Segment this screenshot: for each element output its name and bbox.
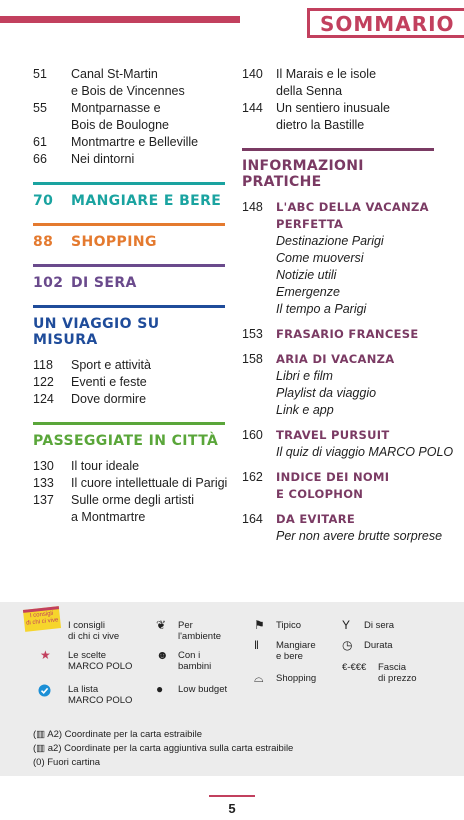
toc-entry[interactable] — [242, 100, 434, 134]
page-ref: 102 — [33, 275, 64, 291]
legend-label: Per — [178, 620, 193, 631]
sticker-text: di chi ci vive — [25, 617, 59, 627]
entry-title: a Montmartre — [71, 510, 146, 524]
legend-label: Tipico — [276, 620, 301, 631]
coordinates-line: (▥ A2) Coordinate per la carta estraibile — [33, 729, 202, 740]
entry-subtitle: Per non avere brutte sorprese — [276, 529, 443, 543]
info-entries — [242, 199, 454, 545]
page-ref: 162 — [242, 470, 263, 484]
toc-entry[interactable] — [242, 199, 434, 318]
coordinates-line: (▥ a2) Coordinate per la carta aggiuntiva sulla carta estraibile — [33, 743, 294, 754]
section-divider — [242, 148, 434, 151]
toc-entry[interactable] — [33, 100, 225, 134]
legend-item-shopping — [254, 673, 316, 684]
legend-label: Low budget — [178, 684, 228, 695]
legend-label: di chi ci vive — [68, 631, 120, 642]
section-divider — [33, 182, 225, 185]
leaf-icon: ❦ — [156, 618, 167, 632]
legend-label: I consigli — [68, 620, 105, 631]
legend-label: l'ambiente — [178, 631, 222, 642]
entry-heading: FRASARIO FRANCESE — [276, 327, 419, 341]
clock-icon: ◷ — [342, 638, 353, 652]
legend-label: MARCO POLO — [68, 661, 133, 672]
entry-title: Sulle orme degli artisti — [71, 493, 194, 507]
toc-entry[interactable] — [242, 351, 434, 419]
toc-entry[interactable] — [33, 391, 225, 408]
toc-entry[interactable] — [242, 469, 434, 503]
legend-item-durata — [342, 640, 393, 651]
toc-entry[interactable] — [33, 134, 225, 151]
section-shopping[interactable] — [33, 234, 225, 250]
section-mangiare[interactable] — [33, 193, 225, 209]
cutlery-icon: ǁ — [254, 638, 259, 652]
legend-label: Le scelte — [68, 650, 107, 661]
page-ref: 130 — [33, 459, 54, 473]
page-ref: 55 — [33, 101, 47, 115]
entry-title: Il tour ideale — [71, 459, 140, 473]
legend-label: La lista — [68, 684, 99, 695]
viaggio-entries — [33, 357, 225, 408]
legend-item-lista — [38, 684, 132, 706]
page-ref: 70 — [33, 193, 54, 209]
page-ref: 133 — [33, 476, 54, 490]
legend-item-scelte — [40, 650, 132, 672]
entry-title: della Senna — [276, 84, 343, 98]
entry-subtitle: Il quiz di viaggio MARCO POLO — [276, 445, 454, 459]
legend-label: MARCO POLO — [68, 695, 133, 706]
page-ref: 88 — [33, 234, 54, 250]
entry-title: Sport e attività — [71, 358, 151, 372]
section-divider — [33, 422, 225, 425]
entry-heading: DA EVITARE — [276, 512, 356, 526]
insider-tip-sticker — [23, 606, 61, 632]
toc-entry[interactable] — [33, 66, 225, 100]
toc-entry[interactable] — [242, 66, 434, 100]
page-ref: 137 — [33, 493, 54, 507]
toc-left-column — [33, 66, 228, 526]
page-ref: 118 — [33, 358, 53, 372]
entry-subtitle: Playlist da viaggio — [276, 386, 377, 400]
toc-entry[interactable] — [33, 374, 225, 391]
entry-heading: INDICE DEI NOMI — [276, 470, 390, 484]
entry-subtitle: Link e app — [276, 403, 334, 417]
legend-item-tipico — [254, 620, 301, 631]
legend-label: Shopping — [276, 673, 317, 684]
entry-subtitle: Destinazione Parigi — [276, 234, 384, 248]
header-band — [0, 16, 240, 23]
entry-title: Canal St-Martin — [71, 67, 158, 81]
page-ref: 66 — [33, 152, 47, 166]
entry-heading: E COLOPHON — [276, 487, 364, 501]
page-ref: 153 — [242, 327, 263, 341]
children-icon: ☻ — [156, 648, 169, 662]
page-ref: 144 — [242, 101, 263, 115]
page-title-box — [307, 8, 464, 38]
legend-item-mangiare — [254, 640, 316, 662]
entry-title: Nei dintorni — [71, 152, 135, 166]
legend-item-budget — [156, 684, 227, 695]
toc-entry[interactable] — [33, 151, 225, 168]
entry-heading: ARIA DI VACANZA — [276, 352, 395, 366]
legend-item-bambini — [156, 650, 211, 672]
section-viaggio-title[interactable]: UN VIAGGIO SU MISURA — [33, 316, 160, 348]
page-ref: 51 — [33, 67, 47, 81]
entry-title: Bois de Boulogne — [71, 118, 169, 132]
sticker-text: I consigli — [29, 610, 54, 620]
map-coordinates-legend — [33, 728, 293, 770]
page-ref: 148 — [242, 200, 263, 214]
coordinates-line: (0) Fuori cartina — [33, 757, 101, 768]
legend-label: Durata — [364, 640, 393, 651]
page-number: 5 — [228, 801, 236, 816]
legend-label: Mangiare — [276, 640, 316, 651]
toc-entry[interactable] — [33, 492, 225, 526]
legend-label: e bere — [276, 651, 303, 662]
section-passeggiate-title[interactable]: PASSEGGIATE IN CITTÀ — [33, 433, 219, 449]
page-ref: 122 — [33, 375, 54, 389]
entry-heading: TRAVEL PURSUIT — [276, 428, 390, 442]
section-title: MANGIARE E BERE — [71, 193, 222, 209]
flag-icon: ⚑ — [254, 618, 265, 632]
section-divider — [33, 264, 225, 267]
entry-subtitle: Notizie utili — [276, 268, 337, 282]
entry-subtitle: Il tempo a Parigi — [276, 302, 367, 316]
entry-subtitle: Libri e film — [276, 369, 333, 383]
page-ref: 124 — [33, 392, 54, 406]
section-title: DI SERA — [71, 275, 137, 291]
entry-title: Montparnasse e — [71, 101, 161, 115]
page-ref: 140 — [242, 67, 263, 81]
entry-title: Montmartre e Belleville — [71, 135, 199, 149]
page-ref: 158 — [242, 352, 263, 366]
section-divider — [33, 223, 225, 226]
toc-entry[interactable] — [242, 326, 434, 343]
entry-title: Il Marais e le isole — [276, 67, 377, 81]
toc-entry[interactable] — [242, 427, 454, 461]
legend-label: Con i — [178, 650, 201, 661]
entry-heading: L'ABC DELLA VACANZA — [276, 200, 429, 214]
price-range-symbol: €-€€€ — [342, 662, 367, 673]
toc-entry[interactable] — [242, 511, 443, 545]
legend-item-ambiente — [156, 620, 221, 642]
section-info-title[interactable]: INFORMAZIONI PRATICHE — [242, 158, 364, 190]
section-sera[interactable] — [33, 275, 225, 291]
cocktail-icon: Y — [342, 618, 351, 632]
entry-title: Il cuore intellettuale di Parigi — [71, 476, 228, 490]
toc-entry[interactable] — [33, 357, 225, 374]
entry-heading: PERFETTA — [276, 217, 344, 231]
toc-entry[interactable] — [33, 475, 228, 492]
legend-label: Di sera — [364, 620, 395, 631]
page-ref: 164 — [242, 512, 263, 526]
entry-subtitle: Come muoversi — [276, 251, 364, 265]
section-divider — [33, 305, 225, 308]
entry-subtitle: Emergenze — [276, 285, 340, 299]
section-title: SHOPPING — [71, 234, 157, 250]
page-ref: 61 — [33, 135, 47, 149]
entry-title: Eventi e feste — [71, 375, 147, 389]
piggy-bank-icon: ● — [156, 682, 164, 696]
toc-entries-top — [33, 66, 225, 168]
legend-item-consigli — [68, 620, 119, 642]
page-title: SOMMARIO — [320, 12, 455, 36]
basket-icon: ⌓ — [254, 671, 264, 685]
entry-title: Dove dormire — [71, 392, 147, 406]
toc-entry[interactable] — [33, 458, 225, 475]
check-badge-icon — [38, 684, 60, 706]
page-ref: 160 — [242, 428, 263, 442]
toc-right-column — [242, 66, 454, 545]
legend-item-sera — [342, 620, 394, 631]
legend-label: bambini — [178, 661, 212, 672]
legend-item-fascia — [342, 662, 417, 684]
star-icon: ★ — [40, 648, 51, 662]
passeggiate-entries — [33, 458, 228, 526]
entry-title: dietro la Bastille — [276, 118, 365, 132]
legend-label: di prezzo — [378, 673, 417, 684]
legend-label: Fascia — [378, 662, 406, 673]
footer-rule — [209, 795, 255, 797]
entry-title: Un sentiero inusuale — [276, 101, 390, 115]
entry-title: e Bois de Vincennes — [71, 84, 185, 98]
